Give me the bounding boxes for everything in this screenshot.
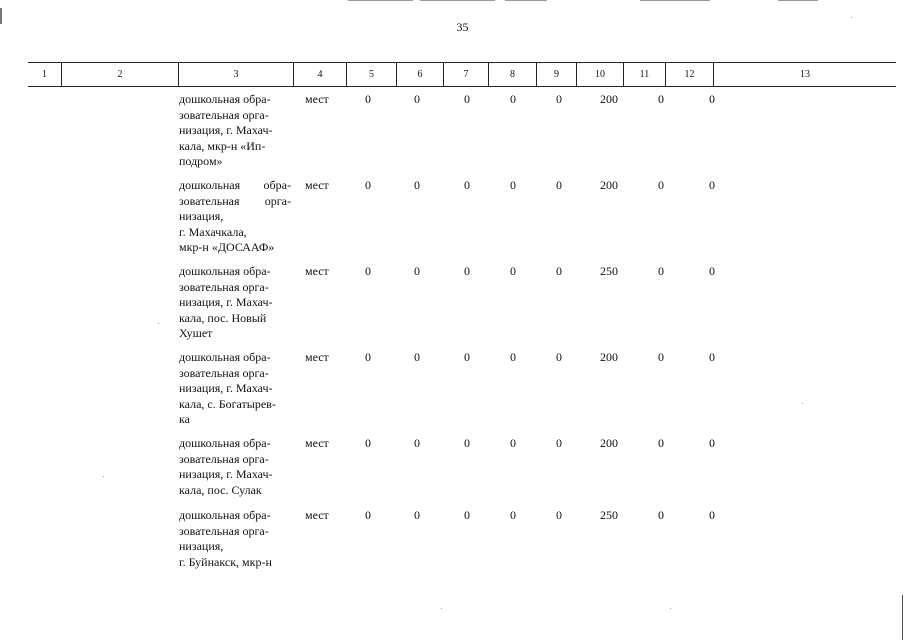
value-cell-col-5: 0 [365, 92, 371, 106]
value-cell-col-7: 0 [464, 264, 470, 278]
value-cell-col-12: 0 [709, 508, 715, 522]
column-header-7: 7 [443, 63, 488, 86]
facility-name-line: зовательная орга- [179, 107, 269, 122]
scan-speck [802, 403, 803, 404]
facility-name-line: дошкольная обра- [179, 350, 271, 364]
value-cell-col-12: 0 [709, 264, 715, 278]
facility-name-line: низация, г. Махач- [179, 123, 273, 137]
facility-name-line: г. Махачкала, [179, 224, 247, 239]
facility-name-line: зовательная орга- [179, 279, 269, 294]
value-cell-col-7: 0 [464, 178, 470, 192]
value-cell-col-9: 0 [556, 264, 562, 278]
facility-name [179, 264, 291, 342]
column-header-13: 13 [713, 63, 896, 86]
value-cell-col-5: 0 [365, 508, 371, 522]
value-cell-col-9: 0 [556, 178, 562, 192]
scan-artifact-line [420, 0, 495, 1]
scan-speck [670, 608, 671, 609]
value-cell-col-12: 0 [709, 178, 715, 192]
value-cell-col-10: 200 [600, 350, 618, 364]
facility-name-line: низация, г. Махач- [179, 381, 273, 395]
facility-name-line: низация, г. Махач- [179, 295, 273, 309]
value-cell-col-11: 0 [658, 92, 664, 106]
facility-name-line: дошкольная обра- [179, 178, 291, 192]
facility-name-line: дошкольная обра- [179, 264, 271, 278]
value-cell-col-12: 0 [709, 350, 715, 364]
facility-name-line: зовательная орга- [179, 451, 269, 466]
facility-name [179, 436, 291, 498]
unit-cell: мест [305, 508, 329, 522]
facility-name-line: зовательная орга- [179, 365, 269, 380]
scan-artifact-line [348, 0, 413, 1]
facility-name-line: подром» [179, 154, 223, 168]
value-cell-col-10: 250 [600, 508, 618, 522]
value-cell-col-12: 0 [709, 92, 715, 106]
facility-name-line: дошкольная обра- [179, 436, 271, 450]
facility-name-line: ка [179, 412, 190, 426]
scan-artifact-edge [902, 595, 903, 640]
facility-name-line: зовательная орга- [179, 193, 291, 208]
column-header-6: 6 [396, 63, 443, 86]
value-cell-col-6: 0 [414, 178, 420, 192]
value-cell-col-10: 250 [600, 264, 618, 278]
value-cell-col-11: 0 [658, 264, 664, 278]
value-cell-col-5: 0 [365, 178, 371, 192]
facility-name [179, 508, 291, 570]
value-cell-col-10: 200 [600, 178, 618, 192]
table-header-row [28, 62, 896, 87]
value-cell-col-9: 0 [556, 508, 562, 522]
facility-name-line: низация, [179, 209, 224, 223]
column-header-11: 11 [623, 63, 665, 86]
facility-name-line: мкр-н «ДОСААФ» [179, 240, 275, 254]
value-cell-col-9: 0 [556, 350, 562, 364]
value-cell-col-9: 0 [556, 92, 562, 106]
facility-name-line: г. Буйнакск, мкр-н [179, 554, 272, 569]
column-header-4: 4 [293, 63, 346, 86]
value-cell-col-8: 0 [510, 178, 516, 192]
value-cell-col-6: 0 [414, 508, 420, 522]
column-header-1: 1 [42, 69, 47, 80]
value-cell-col-9: 0 [556, 436, 562, 450]
scan-artifact-line [505, 0, 547, 1]
column-header-9: 9 [536, 63, 576, 86]
page-number: 35 [456, 20, 469, 34]
facility-name-line: зовательная орга- [179, 523, 269, 538]
column-header-8: 8 [488, 63, 536, 86]
facility-name-line: низация, г. Махач- [179, 467, 273, 481]
value-cell-col-8: 0 [510, 264, 516, 278]
value-cell-col-5: 0 [365, 436, 371, 450]
unit-cell: мест [305, 92, 329, 106]
facility-name [179, 92, 291, 170]
value-cell-col-6: 0 [414, 264, 420, 278]
facility-name-line: низация, [179, 539, 224, 553]
facility-name-line: дошкольная обра- [179, 92, 271, 106]
value-cell-col-8: 0 [510, 350, 516, 364]
value-cell-col-6: 0 [414, 350, 420, 364]
value-cell-col-6: 0 [414, 92, 420, 106]
value-cell-col-6: 0 [414, 436, 420, 450]
column-header-3: 3 [178, 63, 293, 86]
value-cell-col-7: 0 [464, 350, 470, 364]
facility-name [179, 178, 291, 256]
column-header-5: 5 [346, 63, 396, 86]
value-cell-col-11: 0 [658, 508, 664, 522]
facility-name-line: Хушет [179, 326, 213, 340]
scan-speck [851, 17, 852, 18]
column-header-10: 10 [576, 63, 623, 86]
scan-speck [158, 323, 159, 324]
scan-speck [441, 608, 442, 609]
value-cell-col-12: 0 [709, 436, 715, 450]
unit-cell: мест [305, 178, 329, 192]
value-cell-col-5: 0 [365, 350, 371, 364]
facility-name-line: кала, мкр-н «Ип- [179, 138, 266, 153]
value-cell-col-7: 0 [464, 508, 470, 522]
facility-name-line: кала, пос. Новый [179, 310, 267, 325]
value-cell-col-10: 200 [600, 436, 618, 450]
value-cell-col-8: 0 [510, 92, 516, 106]
value-cell-col-8: 0 [510, 508, 516, 522]
value-cell-col-5: 0 [365, 264, 371, 278]
value-cell-col-7: 0 [464, 92, 470, 106]
scan-artifact-line [778, 0, 818, 1]
facility-name [179, 350, 291, 428]
scan-artifact-line [640, 0, 710, 1]
facility-name-line: кала, пос. Сулак [179, 482, 262, 497]
value-cell-col-11: 0 [658, 350, 664, 364]
unit-cell: мест [305, 436, 329, 450]
scan-speck [103, 476, 104, 477]
value-cell-col-10: 200 [600, 92, 618, 106]
column-header-2: 2 [61, 63, 178, 86]
unit-cell: мест [305, 350, 329, 364]
value-cell-col-7: 0 [464, 436, 470, 450]
value-cell-col-11: 0 [658, 178, 664, 192]
value-cell-col-11: 0 [658, 436, 664, 450]
unit-cell: мест [305, 264, 329, 278]
column-header-12: 12 [665, 63, 713, 86]
facility-name-line: дошкольная обра- [179, 508, 271, 522]
value-cell-col-8: 0 [510, 436, 516, 450]
facility-name-line: кала, с. Богатырев- [179, 396, 276, 411]
